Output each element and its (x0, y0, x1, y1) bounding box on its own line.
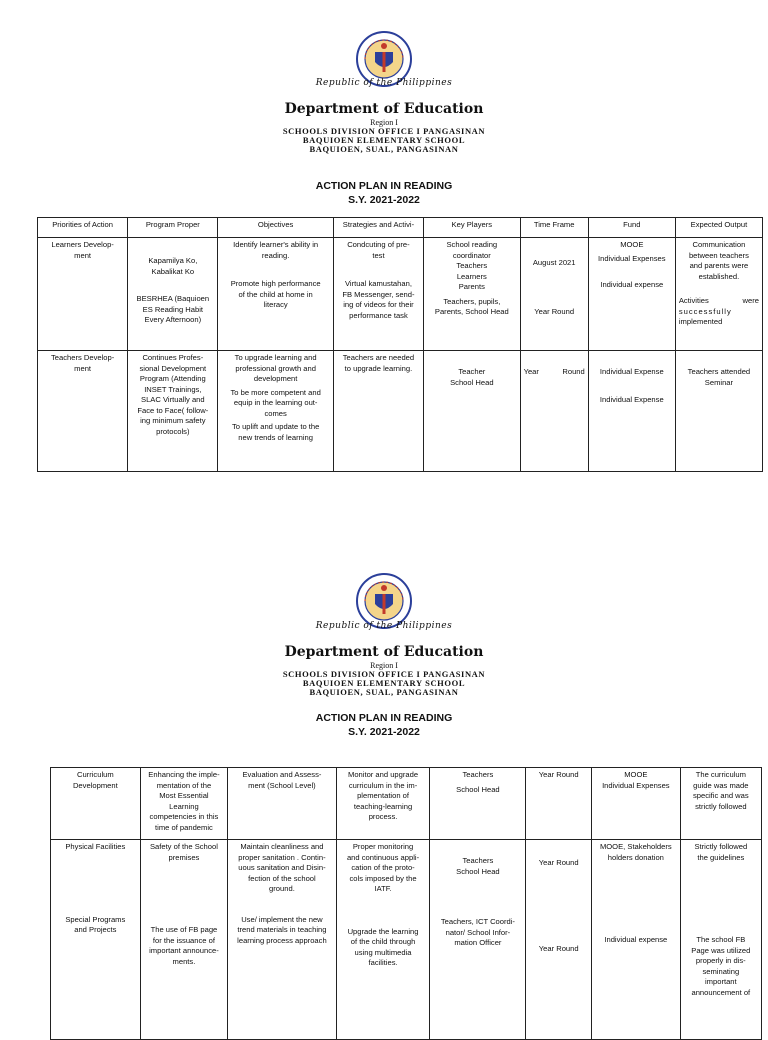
cell-text: Individual Expense (599, 394, 664, 404)
cell-text: Teachers, pupils, (443, 296, 501, 306)
cell-priority (51, 768, 141, 840)
cell-text: performance task (349, 310, 408, 320)
cell-text: nator/ School Infor- (445, 927, 511, 937)
cell-text: The use of FB page (150, 925, 218, 934)
cell-text: Kapamilya Ko, (148, 256, 198, 265)
cell-text: Use/ implement the new (241, 914, 323, 924)
cell-objectives (218, 351, 333, 472)
cell-text: To be more competent and (230, 387, 321, 397)
region-text: Region I (370, 118, 398, 127)
cell-text: Communication (692, 240, 746, 249)
school-year: S.Y. 2021-2022 (348, 194, 420, 206)
cell-text: specific and was (692, 791, 749, 800)
cell-text: Teachers (462, 770, 494, 779)
cell-text: School reading (446, 240, 498, 249)
address-line: BAQUIOEN, SUAL, PANGASINAN (309, 144, 459, 154)
cell-text: Strictly followed (694, 842, 748, 851)
cell-text: proper sanitation . Contin- (238, 852, 326, 862)
cell-text: important (704, 977, 737, 986)
cell-text: The school FB (696, 935, 746, 944)
cell-text: Year Round (523, 367, 585, 376)
col-header-strategies: Strategies and Activi- (333, 218, 423, 238)
cell-text: facilities. (368, 958, 398, 967)
cell-text: INSET Trainings, (144, 384, 202, 394)
cell-text: Teachers Develop- (50, 353, 115, 362)
cell-program (128, 238, 218, 351)
department-title: Department of Education (284, 644, 484, 660)
cell-text: Learning (169, 801, 199, 811)
cell-fund (592, 768, 681, 840)
cell-text: Upgrade the learning (347, 926, 419, 936)
cell-text: Kabalikat Ko (151, 266, 195, 276)
plan-title: ACTION PLAN IN READING (315, 712, 453, 724)
cell-text: Activities were (678, 296, 759, 305)
col-header-objectives: Objectives (218, 218, 333, 238)
cell-priority (51, 840, 141, 1040)
republic-text: Republic of the Philippines (315, 78, 453, 88)
cell-text: Physical Facilities (65, 842, 126, 851)
office-line: SCHOOLS DIVISION OFFICE I PANGASINAN (282, 126, 486, 136)
cell-text: Individual Expense (599, 367, 664, 376)
cell-text: ments. (172, 956, 196, 966)
cell-text: test (372, 250, 385, 260)
cell-text: Safety of the School (149, 842, 218, 851)
cell-text: curriculum in the im- (348, 780, 418, 790)
cell-text: of the child through (350, 937, 416, 946)
cell-time-frame (526, 768, 592, 840)
cell-text: Parents (458, 282, 485, 291)
plan-title: ACTION PLAN IN READING (315, 180, 453, 192)
office-line: SCHOOLS DIVISION OFFICE I PANGASINAN (282, 669, 486, 679)
cell-text: mentation of the (156, 780, 212, 790)
cell-text: important announce- (149, 946, 219, 955)
cell-text: cation of the proto- (351, 863, 415, 872)
cell-text: and continuous appli- (346, 852, 420, 862)
action-plan-table-1 (37, 217, 763, 472)
cell-priority (38, 351, 128, 472)
cell-text: Teachers, ICT Coordi- (440, 917, 515, 926)
cell-text: protocols) (156, 426, 190, 436)
cell-objectives (218, 238, 333, 351)
cell-text: Year Round (538, 943, 579, 953)
cell-text: Year Round (538, 858, 579, 867)
cell-text: Face to Face( follow- (137, 405, 209, 415)
cell-text: Learners (456, 271, 487, 281)
cell-priority (38, 238, 128, 351)
cell-text: Individual expense (604, 935, 668, 944)
cell-expected-output (680, 840, 761, 1040)
cell-text: Program (Attending (139, 374, 206, 383)
cell-text: premises (168, 852, 200, 862)
cell-text: Individual expense (600, 280, 664, 289)
cell-text: comes (264, 408, 287, 418)
action-plan-table-2 (50, 767, 762, 1040)
cell-text: Teachers are needed (342, 353, 415, 362)
cell-text: and Projects (74, 925, 117, 934)
cell-text: established. (698, 271, 740, 281)
cell-text: SLAC Virtually and (141, 395, 205, 404)
cell-text: Special Programs (65, 914, 126, 924)
cell-key-players (424, 351, 521, 472)
region-text: Region I (370, 661, 398, 670)
cell-program (128, 351, 218, 472)
cell-text: teaching-learning (353, 801, 413, 811)
cell-text: Teachers attended (687, 367, 751, 376)
school-line: BAQUIOEN ELEMENTARY SCHOOL (302, 135, 466, 145)
cell-time-frame (520, 351, 588, 472)
cell-text: ment (74, 363, 92, 373)
cell-text: announcement of (691, 987, 751, 997)
cell-time-frame (520, 238, 588, 351)
cell-text: Teachers (462, 856, 494, 865)
cell-text: implemented (678, 317, 723, 326)
cell-text: Evaluation and Assess- (242, 770, 322, 779)
cell-text: reading. (261, 250, 290, 260)
cell-text: Proper monitoring (352, 842, 414, 851)
cell-text: using multimedia (354, 947, 412, 957)
cell-text: MOOE (624, 770, 648, 779)
cell-key-players (424, 238, 521, 351)
cell-text: School Head (456, 784, 500, 794)
cell-text: successfully (678, 306, 732, 316)
cell-text: and parents were (689, 261, 749, 270)
cell-fund (588, 238, 675, 351)
school-year: S.Y. 2021-2022 (348, 726, 420, 738)
cell-text: equip in the learning out- (233, 398, 318, 407)
cell-text: guide was made (693, 780, 749, 790)
cell-text: sional Development (139, 363, 207, 373)
address-line: BAQUIOEN, SUAL, PANGASINAN (309, 687, 459, 697)
cell-time-frame (526, 840, 592, 1040)
cell-text: holders donation (607, 852, 664, 862)
table-row (51, 840, 762, 1040)
cell-text: FB Messenger, send- (342, 289, 415, 299)
cell-text: time of pandemic (155, 822, 213, 832)
table-row (38, 351, 763, 472)
cell-text: coordinator (452, 250, 491, 260)
cell-text: Identify learner's ability in (233, 240, 319, 249)
cell-text: School Head (450, 377, 494, 387)
cell-text: strictly followed (695, 801, 747, 811)
cell-text: literacy (263, 300, 288, 309)
cell-text: School Head (456, 866, 500, 876)
cell-text: Promote high performance (230, 279, 321, 288)
cell-text: professional growth and (235, 363, 316, 373)
cell-text: To upgrade learning and (234, 353, 317, 362)
col-header-expected-output: Expected Output (675, 218, 762, 238)
cell-text: of the child at home in (238, 289, 313, 299)
cell-text: Individual Expenses (602, 780, 670, 790)
cell-text: ment (School Level) (248, 780, 316, 790)
cell-key-players (430, 768, 526, 840)
cell-text: Page was utilized (691, 945, 751, 955)
school-line: BAQUIOEN ELEMENTARY SCHOOL (302, 678, 466, 688)
cell-text: learning process approach (237, 935, 327, 945)
cell-text: Year Round (538, 770, 579, 779)
cell-text: ES Reading Habit (142, 304, 204, 314)
cell-text: properly in dis- (695, 956, 746, 965)
cell-text: Curriculum (76, 770, 114, 779)
cell-text: Condcuting of pre- (347, 240, 410, 249)
table-header-row (38, 218, 763, 238)
cell-objectives (228, 840, 336, 1040)
cell-text: trend materials in teaching (237, 925, 327, 934)
cell-text: ing of videos for their (343, 300, 414, 309)
cell-text: MOOE, Stakeholders (599, 842, 672, 851)
cell-text: Virtual kamustahan, (344, 279, 412, 288)
cell-text: the guidelines (697, 852, 745, 862)
cell-text: ing minimum safety (140, 416, 206, 425)
cell-program (140, 768, 228, 840)
cell-text: competencies in this (149, 812, 219, 821)
cell-text: Every Afternoon) (144, 315, 202, 324)
cell-strategies (333, 238, 423, 351)
cell-text: ment (74, 250, 92, 260)
cell-text: Learners Develop- (51, 240, 114, 249)
cell-objectives (228, 768, 336, 840)
cell-strategies (336, 768, 430, 840)
cell-text: Monitor and upgrade (348, 770, 419, 779)
col-header-priorities: Priorities of Action (38, 218, 128, 238)
table-row (51, 768, 762, 840)
cell-strategies (336, 840, 430, 1040)
cell-text: Continues Profes- (142, 353, 204, 362)
cell-text: MOOE (620, 240, 644, 249)
cell-text: mation Officer (454, 938, 502, 947)
cell-text: IATF. (374, 884, 392, 893)
cell-text: Teacher (458, 367, 486, 376)
cell-text: Most Essential (159, 791, 209, 800)
cell-text: BESRHEA (Baquioen (136, 294, 210, 303)
cell-text: process. (368, 812, 398, 821)
cell-key-players (430, 840, 526, 1040)
cell-text: Enhancing the imple- (148, 770, 220, 779)
cell-text: development (253, 374, 298, 383)
cell-text: Maintain cleanliness and (240, 842, 324, 851)
department-title: Department of Education (284, 101, 484, 117)
cell-strategies (333, 351, 423, 472)
cell-text: Seminar (704, 377, 734, 387)
cell-text: for the issuance of (152, 935, 215, 945)
cell-text: new trends of learning (238, 432, 313, 442)
cell-fund (592, 840, 681, 1040)
cell-text: uous sanitation and Disin- (238, 863, 326, 872)
cell-expected-output (675, 351, 762, 472)
cell-text: Parents, School Head (434, 307, 509, 316)
col-header-key-players: Key Players (424, 218, 521, 238)
cell-text: ground. (269, 884, 295, 893)
cell-text: Year Round (534, 306, 575, 316)
col-header-program: Program Proper (128, 218, 218, 238)
cell-text: seminating (702, 966, 740, 976)
cell-text: plementation of (357, 791, 410, 800)
cell-text: Teachers (456, 261, 488, 270)
table-row (38, 238, 763, 351)
cell-fund (588, 351, 675, 472)
cell-text: The curriculum (695, 770, 746, 779)
cell-text: Individual Expenses (598, 253, 666, 263)
cell-text: Development (72, 780, 118, 790)
cell-text: to upgrade learning. (344, 363, 413, 373)
col-header-fund: Fund (588, 218, 675, 238)
cell-expected-output (680, 768, 761, 840)
cell-expected-output (675, 238, 762, 351)
cell-text: between teachers (688, 250, 749, 260)
cell-text: cols imposed by the (349, 873, 417, 883)
col-header-time-frame: Time Frame (520, 218, 588, 238)
cell-program (140, 840, 228, 1040)
republic-text: Republic of the Philippines (315, 621, 453, 631)
cell-text: fection of the school (248, 873, 316, 883)
cell-text: August 2021 (532, 258, 576, 267)
cell-text: To uplift and update to the (231, 422, 320, 431)
